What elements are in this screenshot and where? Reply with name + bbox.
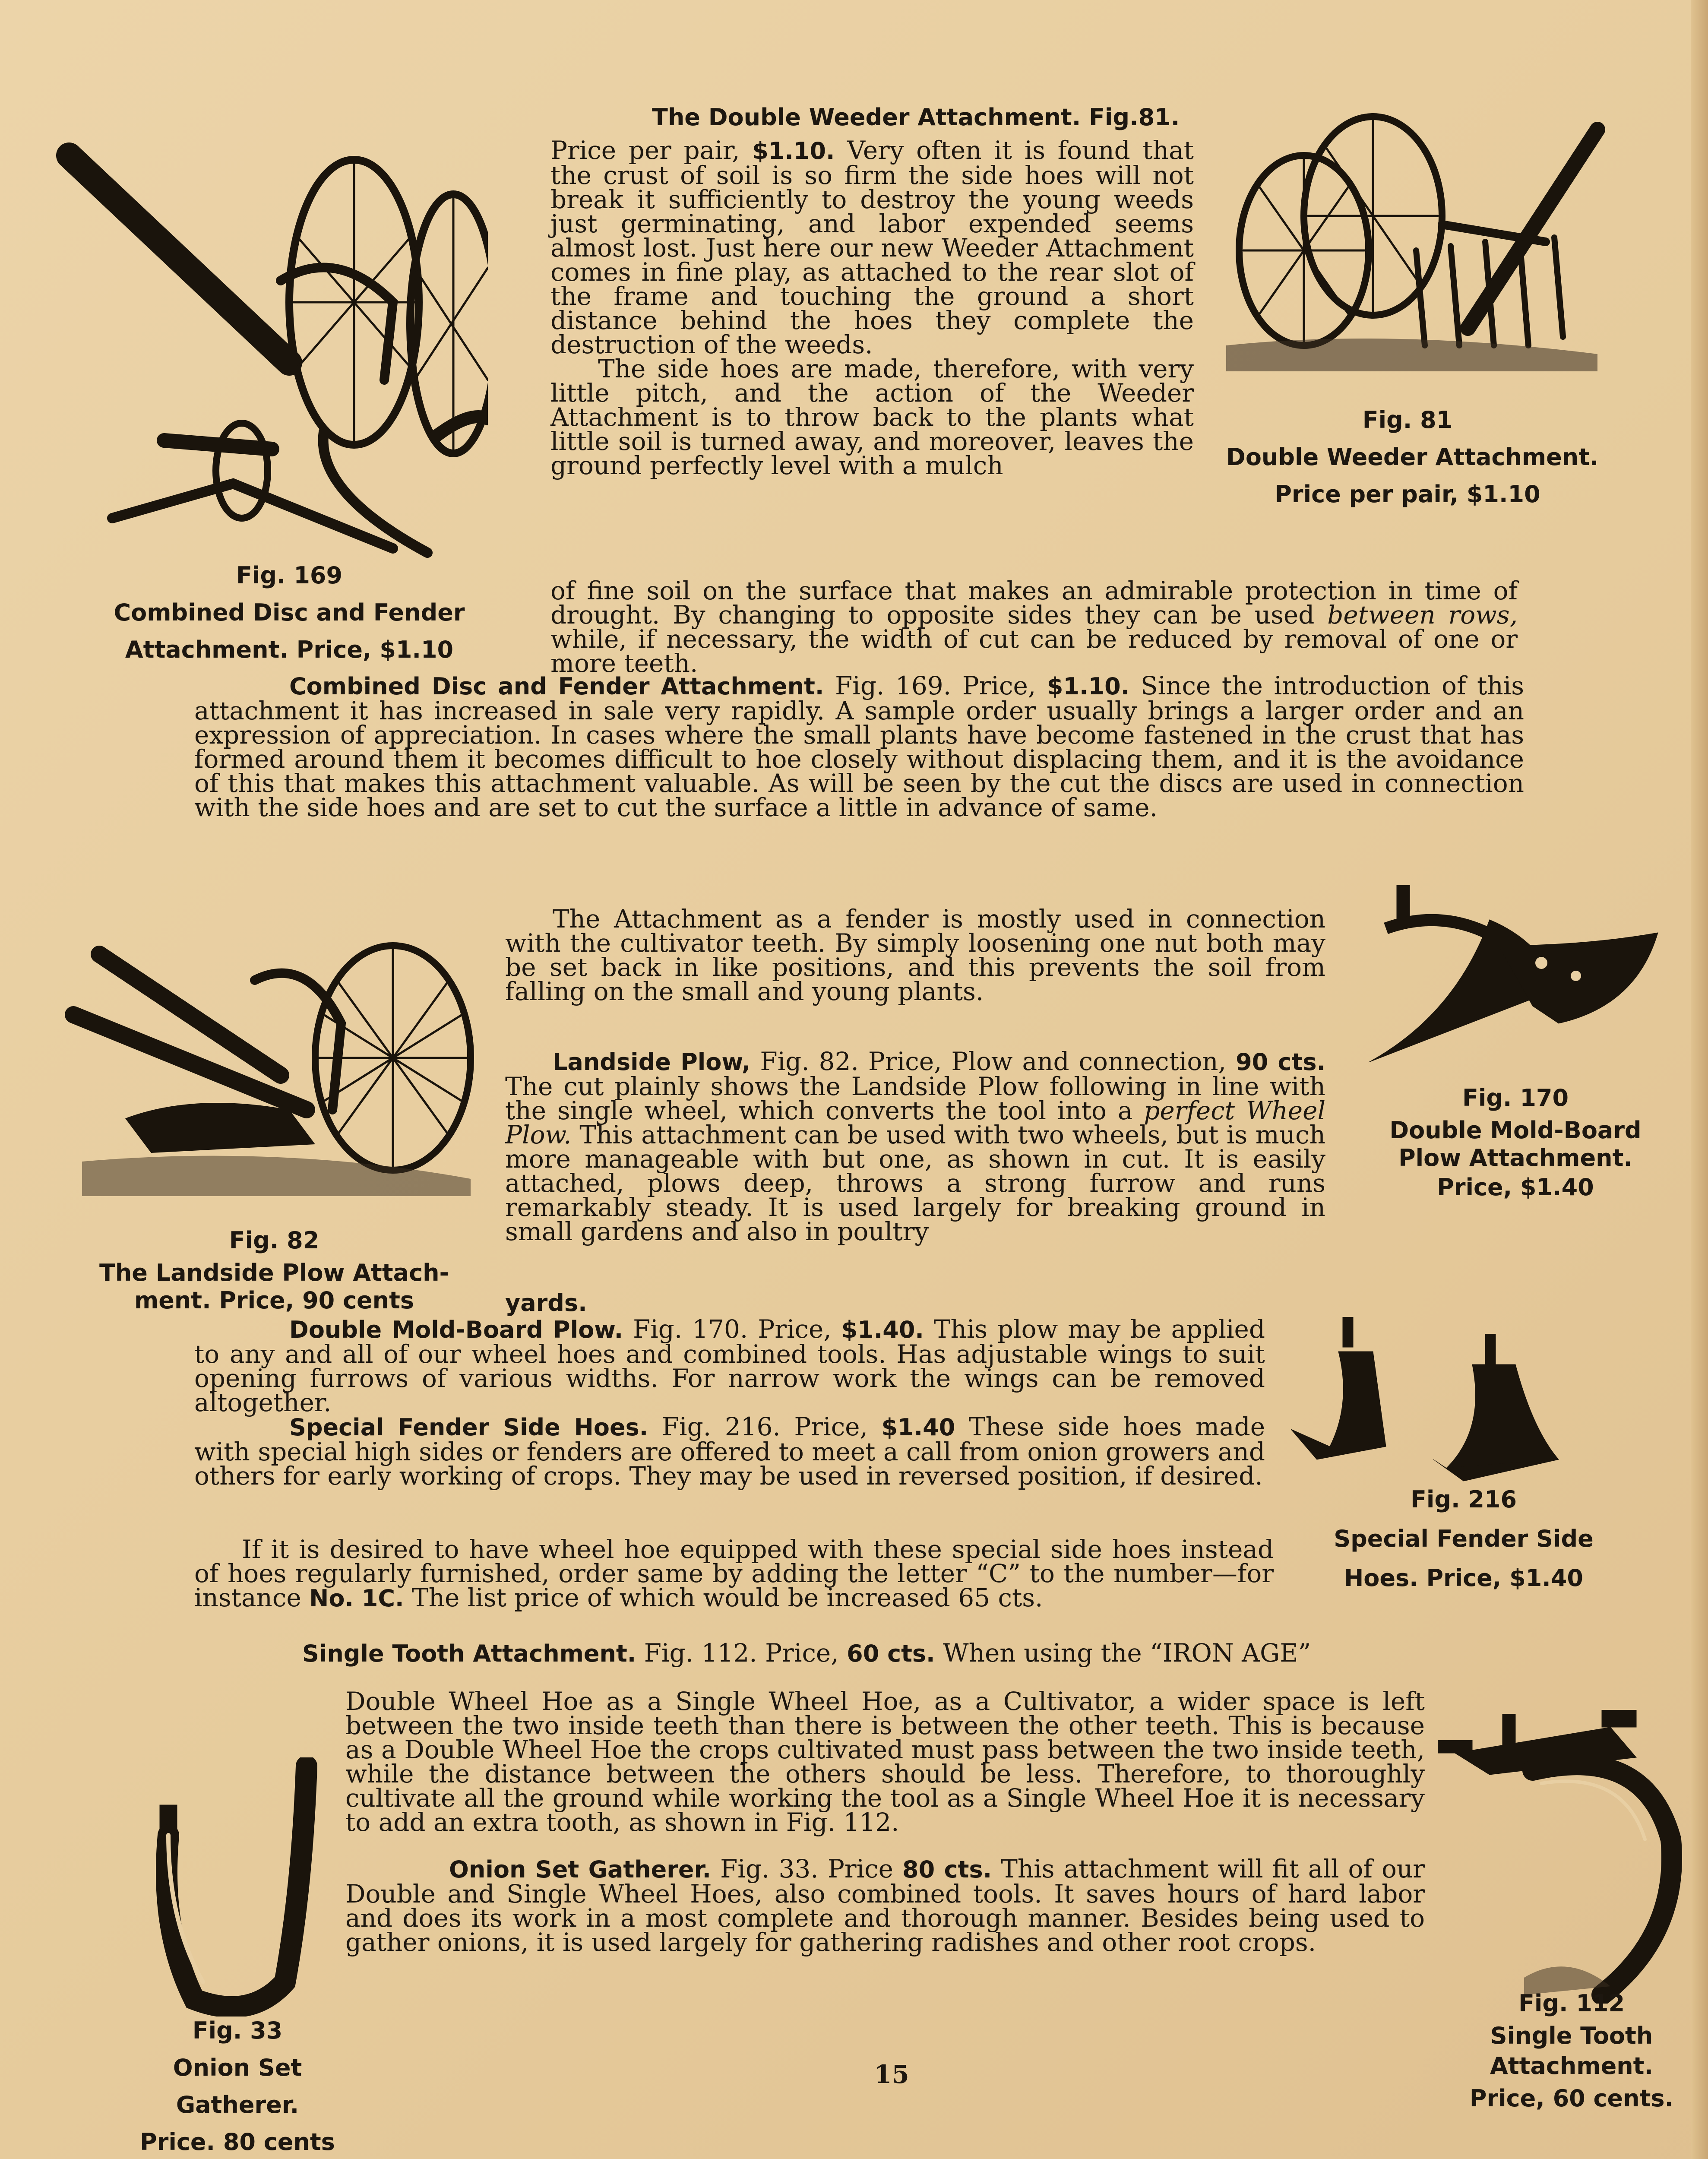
disc-p1: Since the introduction of this attachment it has increased in sale very rapidly. A sample order usually brings a larger order and an expression of appreciation. In cases where the small plants have become fastened in the crust that has formed around them it becomes difficult to hoe closely without displacing them, and it is the avoidance of this that makes this attachment valuable. As will be seen by the cut the discs are used in connection with the side hoes and are set to cut the surface a little in advance of same. xyxy=(194,671,1525,822)
moldboard-price: $1.40. xyxy=(841,1316,924,1343)
weeder-price: $1.10. xyxy=(752,137,835,165)
single-tooth-p1b: Double Wheel Hoe as a Single Wheel Hoe, as a Cultivator, a wider space is left between the two inside teeth than there is between the other teeth. This is because as a Double Wheel Hoe the crops cultivated must pass between the two inside teeth, while the distance between the others should be less. Therefore, to thoroughly cultivate all the ground while working the tool as a Single Wheel Hoe it is necessary to add an extra tooth, as shown in Fig. 112. xyxy=(345,1687,1425,1837)
single-tooth-text xyxy=(345,1687,1425,1837)
fig216-line1: Special Fender Side xyxy=(1334,1525,1594,1552)
disc-p2: The Attachment as a fender is mostly used in connection with the cultivator teeth. By simply loosening one nut both may be set back in like positions, and this prevents the soil from falling on the small and young plants. xyxy=(505,904,1325,1006)
weeder-p2: The side hoes are made, therefore, with very little pitch, and the action of the Weeder Attachment is to throw back to the plants what little soil is turned away, and moreover, leaves the ground perfectly level with a mulch xyxy=(550,354,1194,480)
onion-p1: This attachment will fit all of our Double and Single Wheel Hoes, also combined tools. It saves hours of hard labor and does its work in a most complete and thorough manner. Besides being used to gather onions, it is used largely for gathering radishes and other root crops. xyxy=(345,1854,1425,1957)
fender-p2b: The list price of which would be increased 65 cts. xyxy=(411,1583,1043,1612)
moldboard-fig: Fig. 170. xyxy=(633,1314,748,1344)
fig81-caption xyxy=(1226,402,1599,513)
fig82-line2: ment. Price, 90 cents xyxy=(134,1287,414,1314)
fig112-line1: Single Tooth xyxy=(1490,2022,1653,2049)
single-tooth-text-top xyxy=(203,1638,1524,1668)
weeder-price-label: Price per pair, xyxy=(550,136,740,165)
moldboard-text xyxy=(194,1314,1265,1491)
fig33-title: Fig. 33 xyxy=(192,2017,283,2044)
disc-text-2 xyxy=(505,904,1325,1006)
cultivator-illustration xyxy=(56,138,488,561)
fig169-line1: Combined Disc and Fender xyxy=(114,599,465,626)
single-tooth-brand: “IRON AGE” xyxy=(1150,1638,1311,1668)
fig170-title: Fig. 170 xyxy=(1462,1084,1569,1111)
weeder-p2b: of fine soil on the surface that makes an admirable protection in time of drought. By changing to opposite sides they can be used xyxy=(550,576,1518,630)
fig112-line2: Attachment. xyxy=(1490,2052,1653,2080)
fig33-caption xyxy=(104,2012,371,2159)
tooth-illustration xyxy=(1438,1710,1688,2004)
onion-heading: Onion Set Gatherer. xyxy=(449,1856,711,1883)
fig82-title: Fig. 82 xyxy=(229,1227,319,1254)
moldboard-p1: This plow may be applied to any and all of our wheel hoes and combined tools. Has adjustable wings to suit opening furrows of various widths. For narrow work the wings can be removed altogether. xyxy=(194,1314,1265,1417)
single-tooth-p1a: When using the xyxy=(943,1638,1142,1668)
page-edge xyxy=(1691,0,1708,2159)
fig81-line1: Double Weeder Attachment. xyxy=(1226,443,1599,471)
onion-price-label: Price xyxy=(827,1854,893,1884)
onion-fig: Fig. 33. xyxy=(720,1854,819,1884)
fig33-line2: Gatherer. xyxy=(176,2091,299,2118)
fig81-title: Fig. 81 xyxy=(1362,406,1453,434)
fig169-caption xyxy=(91,557,488,668)
fender-price: $1.40 xyxy=(881,1414,955,1441)
gatherer-illustration xyxy=(142,1757,324,2017)
fig170-line1: Double Mold-Board xyxy=(1389,1117,1642,1144)
weeder-heading: The Double Weeder Attachment. Fig.81. xyxy=(652,104,1180,131)
onion-price: 80 cts. xyxy=(902,1856,992,1883)
landside-p1c: yards. xyxy=(505,1289,587,1317)
fig170-line3: Price, $1.40 xyxy=(1437,1174,1594,1201)
landside-fig: Fig. 82. xyxy=(760,1047,859,1076)
landside-p1: The cut plainly shows the Landside Plow following in line with the single wheel, which converts the tool into a xyxy=(505,1072,1325,1125)
fender-fig: Fig. 216. xyxy=(661,1412,781,1441)
fig169-line2: Attachment. Price, $1.10 xyxy=(125,636,454,663)
landside-yards xyxy=(505,1291,721,1315)
single-tooth-heading: Single Tooth Attachment. xyxy=(302,1640,636,1667)
fig170-caption xyxy=(1347,1080,1684,1203)
weeder-text xyxy=(550,138,1194,478)
fig82-line1: The Landside Plow Attach- xyxy=(99,1259,449,1286)
page-number: 15 xyxy=(874,2060,909,2089)
fig112-title: Fig. 112 xyxy=(1518,1990,1625,2017)
fender-text-2 xyxy=(194,1537,1274,1611)
fig112-line3: Price, 60 cents. xyxy=(1469,2085,1674,2112)
disc-price: $1.10. xyxy=(1047,673,1130,700)
disc-price-label: Price, xyxy=(962,671,1036,700)
landside-price-label: Price, Plow and connection, xyxy=(868,1047,1227,1076)
moldboard-price-label: Price, xyxy=(758,1314,832,1344)
plow-illustration xyxy=(65,928,479,1196)
fig112-caption xyxy=(1425,1986,1708,2116)
moldboard-heading: Double Mold-Board Plow. xyxy=(289,1316,623,1343)
fender-p2-bold: No. 1C. xyxy=(309,1585,404,1612)
fig33-line3: Price. 80 cents xyxy=(140,2128,335,2156)
wheel-hoe-illustration xyxy=(1218,104,1606,371)
single-tooth-price-label: Price, xyxy=(765,1638,839,1668)
fender-p1: These side hoes made with special high sides or fenders are offered to meet a call from onion growers and others for early working of crops. They may be used in reversed position, if desired. xyxy=(194,1412,1265,1491)
side-hoe-illustration xyxy=(1291,1317,1567,1498)
fig81-line2: Price per pair, $1.10 xyxy=(1275,481,1540,508)
single-tooth-fig: Fig. 112. xyxy=(644,1638,757,1668)
disc-heading: Combined Disc and Fender Attachment. xyxy=(289,673,824,700)
fig216-caption xyxy=(1295,1481,1632,1597)
disc-text xyxy=(194,671,1525,822)
fig170-line2: Plow Attachment. xyxy=(1398,1144,1632,1171)
fender-heading: Special Fender Side Hoes. xyxy=(289,1414,648,1441)
weeder-p1: Very often it is found that the crust of soil is so firm the side hoes will not break it sufficiently to destroy the young weeds just germinating, and labor expended seems almost lost. Just here our new Weeder Attachment comes in fine play, as attached to the rear slot of the frame and touching the ground a short distance behind the hoes they complete the destruction of the weeds. xyxy=(550,136,1194,359)
fender-p2: If it is desired to have wheel hoe equipped with these special side hoes instead of hoes regularly furnished, order same by adding the letter “C” to the number—for instance xyxy=(194,1535,1274,1612)
disc-fig: Fig. 169. xyxy=(835,671,952,700)
landside-text xyxy=(505,1049,1325,1244)
weeder-text-wide xyxy=(550,576,1518,678)
fig216-title: Fig. 216 xyxy=(1410,1486,1517,1513)
fig33-line1: Onion Set xyxy=(173,2054,302,2081)
landside-italic: perfect Wheel Plow. xyxy=(505,1096,1325,1149)
weeder-p2-italic: between rows, xyxy=(1327,600,1518,630)
weeder-p2c: while, if necessary, the width of cut can be reduced by removal of one or more teeth. xyxy=(550,624,1518,678)
fig216-line2: Hoes. Price, $1.40 xyxy=(1344,1564,1583,1592)
landside-p1b: This attachment can be used with two wheels, but is much more manageable with but one, as shown in cut. It is easily attached, plows deep, throws a strong furrow and runs remarkably steady. It is used largely for breaking ground in small gardens and also in poultry xyxy=(505,1120,1325,1246)
moldboard-illustration xyxy=(1360,877,1662,1075)
fig169-title: Fig. 169 xyxy=(236,562,343,589)
fender-price-label: Price, xyxy=(794,1412,868,1441)
landside-price: 90 cts. xyxy=(1236,1048,1326,1076)
onion-text xyxy=(345,1854,1425,1957)
fig82-caption xyxy=(73,1222,475,1314)
single-tooth-price: 60 cts. xyxy=(847,1640,935,1667)
landside-heading: Landside Plow, xyxy=(553,1048,751,1076)
